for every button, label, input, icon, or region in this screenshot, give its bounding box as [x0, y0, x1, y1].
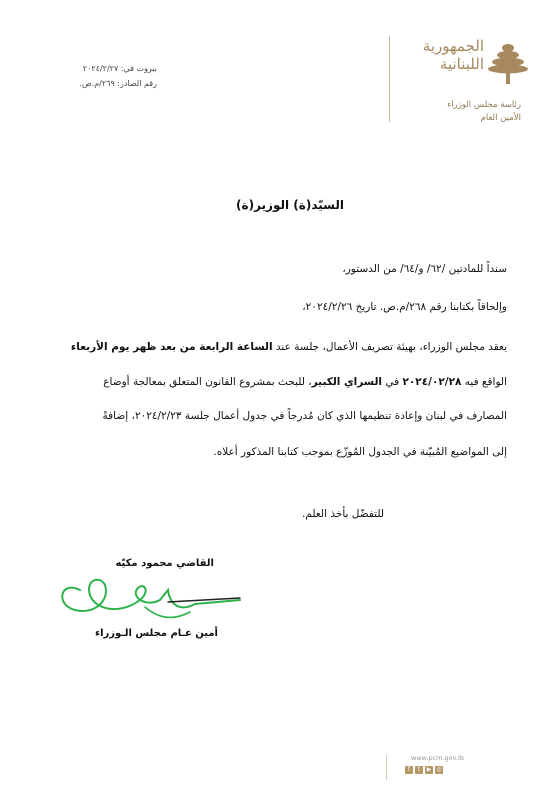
twitter-icon[interactable]: t — [415, 766, 423, 774]
cedar-emblem-icon — [486, 40, 530, 88]
session-venue: السراي الكبير — [311, 376, 383, 388]
office-line1: رئاسة مجلس الوزراء — [447, 100, 521, 110]
session-time: الساعة الرابعة من بعد ظهر يوم الأربعاء — [70, 341, 273, 353]
session-line-4: إلى المواضيع المُبيّنة في الجدول المُوزّع بموجب كتابنا المذكور أعلاه. — [213, 446, 507, 458]
reference-number: رقم الصادر: ٢٦٩/م.ص. — [79, 79, 157, 88]
office-label — [381, 99, 521, 125]
office-line2: الأمين العام — [480, 113, 521, 123]
republic-title-line1: الجمهورية — [422, 37, 484, 55]
salutation: السيّد(ة) الوزير(ة) — [236, 198, 344, 212]
signatory-name: القاضي محمود مكيّه — [115, 558, 214, 569]
signatory-title: أمين عـام مجلس الـوزراء — [94, 628, 218, 639]
facebook-icon[interactable]: f — [405, 766, 413, 774]
paragraph-constitution: سنداً للمادتين /٦٢/ و/٦٤/ من الدستور، — [342, 263, 507, 275]
handwritten-signature — [50, 560, 250, 630]
social-icons — [405, 766, 443, 774]
website-link[interactable]: www.pcm.gov.lb — [411, 754, 464, 762]
youtube-icon[interactable]: ▶ — [426, 766, 432, 773]
session-line-1: يعقد مجلس الوزراء، بهيئة تصريف الأعمال، جلسة عند الساعة الرابعة من بعد ظهر يوم الأربعاء — [70, 341, 507, 353]
letter-date: بيروت في: ٢٠٢٤/٢/٢٧ — [82, 64, 157, 73]
closing-remark: للتفضّل بأخذ العلم. — [302, 508, 384, 520]
republic-title — [398, 38, 484, 72]
session-line-3: المصارف في لبنان وإعادة تنظيمها الذي كان مُدرجاً في جدول أعمال جلسة ٢٠٢٤/٢/٢٣، إضافةً — [102, 410, 507, 422]
session-date: ٢٠٢٤/٠٢/٢٨ — [402, 376, 462, 388]
footer-divider — [386, 755, 387, 780]
republic-title-line2: اللبنانية — [439, 55, 484, 73]
letterhead-divider — [389, 36, 390, 122]
paragraph-reference: وإلحاقاً بكتابنا رقم ٢٦٨/م.ص. تاريخ ٢٠٢٤/٢/٢٦، — [302, 301, 507, 313]
session-line-2: الواقع فيه ٢٠٢٤/٠٢/٢٨ في السراي الكبير، للبحث بمشروع القانون المتعلق بمعالجة أوضاع — [103, 376, 507, 388]
instagram-icon[interactable]: ◎ — [436, 766, 442, 773]
